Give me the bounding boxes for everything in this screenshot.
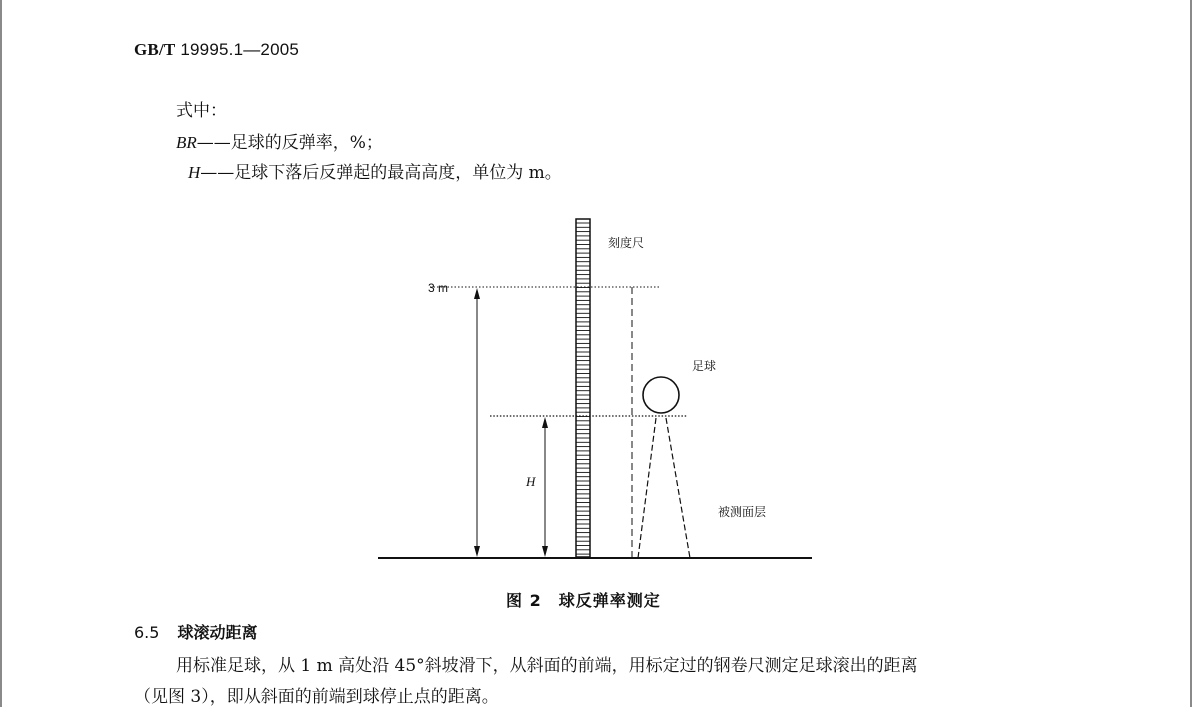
dimension-arrow-down — [474, 546, 480, 557]
football-label: 足球 — [692, 359, 717, 373]
dimension-arrow-down — [542, 546, 548, 557]
ruler-label: 刻度尺 — [608, 236, 645, 250]
dimension-arrow-up — [474, 288, 480, 299]
measuring-ruler — [576, 219, 590, 557]
page-border-right — [1190, 0, 1192, 707]
bounce-path-line — [638, 418, 656, 558]
page-border-left — [0, 0, 2, 707]
football-circle — [643, 377, 679, 413]
section-title: 球滚动距离 — [177, 623, 258, 642]
standard-code — [134, 40, 299, 60]
tested-surface-label: 被测面层 — [718, 505, 767, 519]
legend-text: ——足球下落后反弹起的最高高度，单位为 m。 — [200, 163, 562, 183]
formula-where-label: 式中： — [176, 101, 227, 121]
legend-text: ——足球的反弹率，%； — [196, 133, 383, 153]
formula-legend-item — [188, 158, 562, 183]
dimension-arrow-up — [542, 417, 548, 428]
bounce-path-line — [666, 418, 690, 558]
standard-code-prefix: GB/T — [134, 40, 176, 59]
legend-symbol: H — [188, 163, 201, 182]
standard-code-number: 19995.1—2005 — [180, 40, 300, 59]
section-body-line: 用标准足球，从 1 m 高处沿 45°斜坡滑下，从斜面的前端，用标定过的钢卷尺测定足球滚出的距离 — [176, 656, 918, 676]
section-number: 6.5 — [134, 623, 160, 642]
section-heading — [134, 620, 257, 643]
bounce-diagram — [370, 210, 820, 574]
figure-caption: 图 2 球反弹率测定 — [506, 591, 661, 610]
legend-symbol: BR — [176, 133, 197, 152]
ruler-body — [576, 219, 590, 557]
three-metre-label: 3 m — [428, 281, 449, 295]
height-h-label: H — [526, 474, 536, 489]
formula-legend-item — [176, 128, 383, 153]
section-body-line: （见图 3），即从斜面的前端到球停止点的距离。 — [134, 687, 499, 707]
